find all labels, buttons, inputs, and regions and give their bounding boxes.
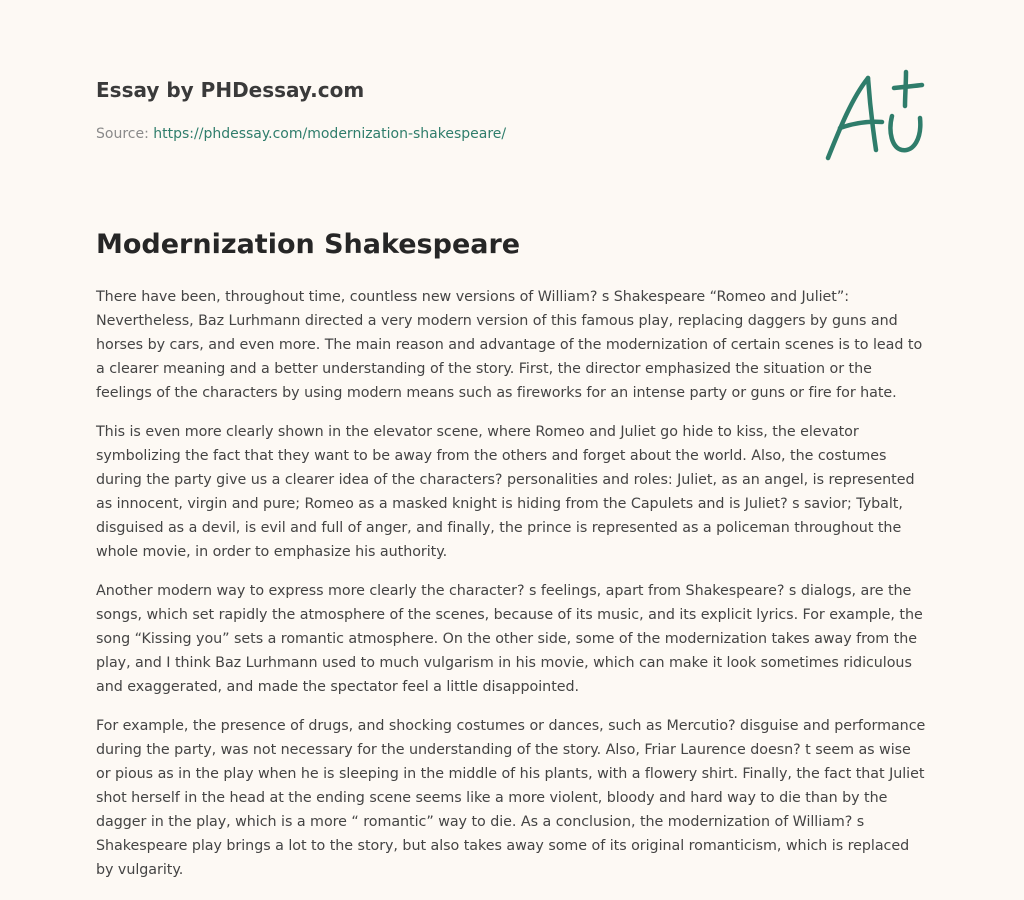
paragraph: Another modern way to express more clearly the character? s feelings, apart from Shakespeare? s dialogs, are the songs, which set rapidly the atmosphere of the scenes, because of its music, and its explicit lyrics. For example, the song “Kissing you” sets a romantic atmosphere. On the other side, some of the modernization takes away from the play, and I think Baz Lurhmann used to much vulgarism in his movie, which can make it look sometimes ridiculous and exaggerated, and made the spectator feel a little disappointed. bbox=[96, 583, 923, 695]
essay-header bbox=[96, 76, 736, 144]
a-plus-logo-icon bbox=[818, 66, 934, 166]
article-title: Modernization Shakespeare bbox=[96, 229, 521, 260]
source-link[interactable]: https://phdessay.com/modernization-shakespeare/ bbox=[153, 126, 507, 142]
essay-body bbox=[96, 285, 928, 897]
source-line bbox=[96, 124, 736, 144]
source-label: Source: bbox=[96, 126, 154, 142]
paragraph: There have been, throughout time, countless new versions of William? s Shakespeare “Romeo and Juliet”: Nevertheless, Baz Lurhmann directed a very modern version of this famous play, replacing daggers by guns and horses by cars, and even more. The main reason and advantage of the modernization of certain scenes is to lead to a clearer meaning and a better understanding of the story. First, the director emphasized the situation or the feelings of the characters by using modern means such as fireworks for an intense party or guns or fire for hate. bbox=[96, 289, 923, 401]
paragraph: For example, the presence of drugs, and shocking costumes or dances, such as Mercutio? disguise and performance during the party, was not necessary for the understanding of the story. Also, Friar Laurence doesn? t seem as wise or pious as in the play when he is sleeping in the middle of his plants, with a flowery shirt. Finally, the fact that Juliet shot herself in the head at the ending scene seems like a more violent, bloody and hard way to die than by the dagger in the play, which is a more “ romantic” way to die. As a conclusion, the modernization of William? s Shakespeare play brings a lot to the story, but also takes away some of its original romanticism, which is replaced by vulgarity. bbox=[96, 718, 926, 878]
site-title: Essay by PHDessay.com bbox=[96, 78, 365, 102]
paragraph: This is even more clearly shown in the elevator scene, where Romeo and Juliet go hide to kiss, the elevator symbolizing the fact that they want to be away from the others and forget about the world. Also, the costumes during the party give us a clearer idea of the characters? personalities and roles: Juliet, as an angel, is represented as innocent, virgin and pure; Romeo as a masked knight is hiding from the Capulets and is Juliet? s savior; Tybalt, disguised as a devil, is evil and full of anger, and finally, the prince is represented as a policeman throughout the whole movie, in order to emphasize his authority. bbox=[96, 424, 915, 560]
